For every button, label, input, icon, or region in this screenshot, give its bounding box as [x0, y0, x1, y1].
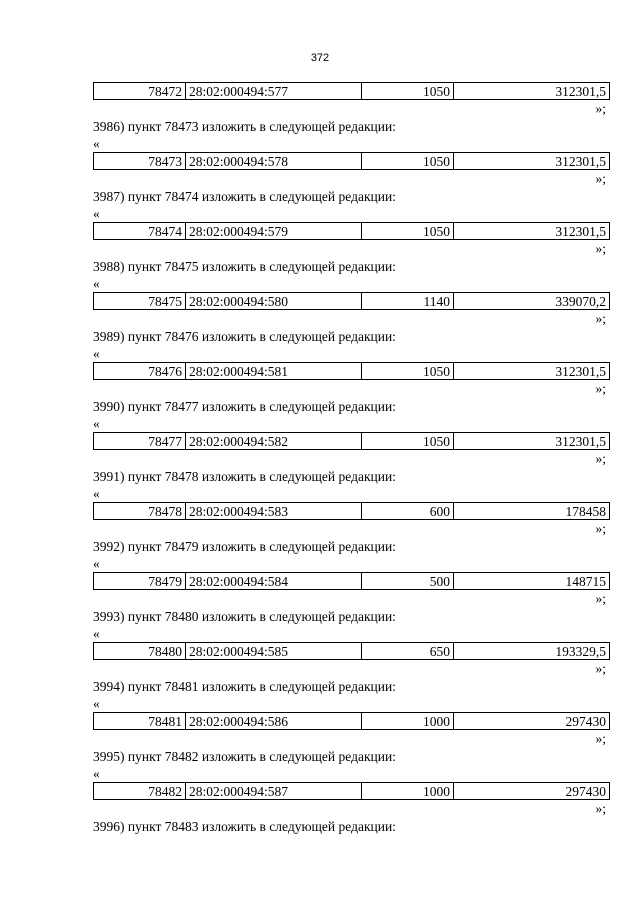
table-row [93, 292, 610, 310]
opening-quote: « [93, 136, 100, 151]
area-value: 600 [362, 503, 454, 520]
area-value: 1000 [362, 783, 454, 800]
document-body [0, 82, 640, 836]
cost-value: 297430 [454, 783, 610, 800]
cost-value: 297430 [454, 713, 610, 730]
table-row [93, 642, 610, 660]
page-number: 372 [310, 52, 330, 64]
table-row [93, 82, 610, 100]
closing-quote: »; [595, 521, 606, 536]
item-number: 78482 [94, 783, 186, 800]
cost-value: 312301,5 [454, 363, 610, 380]
cost-value: 312301,5 [454, 223, 610, 240]
table-row [93, 572, 610, 590]
item-number: 78475 [94, 293, 186, 310]
opening-quote: « [93, 346, 100, 361]
table-row [93, 782, 610, 800]
amendment-instruction: 3989) пункт 78476 изложить в следующей редакции: [93, 329, 396, 344]
table-row [93, 502, 610, 520]
area-value: 1050 [362, 83, 454, 100]
area-value: 1050 [362, 223, 454, 240]
table-row [93, 712, 610, 730]
cadastral-number: 28:02:000494:581 [186, 363, 362, 380]
amendment-instruction: 3990) пункт 78477 изложить в следующей редакции: [93, 399, 396, 414]
cadastral-number: 28:02:000494:582 [186, 433, 362, 450]
closing-quote: »; [595, 311, 606, 326]
area-value: 1140 [362, 293, 454, 310]
closing-quote: »; [595, 241, 606, 256]
item-number: 78476 [94, 363, 186, 380]
cost-value: 312301,5 [454, 153, 610, 170]
item-number: 78472 [94, 83, 186, 100]
amendment-instruction: 3987) пункт 78474 изложить в следующей редакции: [93, 189, 396, 204]
table-row [93, 152, 610, 170]
opening-quote: « [93, 696, 100, 711]
cadastral-number: 28:02:000494:584 [186, 573, 362, 590]
table-row [93, 432, 610, 450]
cadastral-number: 28:02:000494:579 [186, 223, 362, 240]
opening-quote: « [93, 206, 100, 221]
cost-value: 339070,2 [454, 293, 610, 310]
cost-value: 148715 [454, 573, 610, 590]
closing-quote: »; [595, 591, 606, 606]
amendment-list [0, 118, 640, 836]
opening-quote: « [93, 276, 100, 291]
opening-quote: « [93, 556, 100, 571]
closing-quote: »; [595, 801, 606, 816]
cadastral-number: 28:02:000494:580 [186, 293, 362, 310]
cost-value: 312301,5 [454, 433, 610, 450]
item-number: 78477 [94, 433, 186, 450]
item-number: 78479 [94, 573, 186, 590]
area-value: 500 [362, 573, 454, 590]
table-row [93, 222, 610, 240]
item-number: 78473 [94, 153, 186, 170]
closing-quote: »; [595, 451, 606, 466]
amendment-instruction: 3992) пункт 78479 изложить в следующей редакции: [93, 539, 396, 554]
item-number: 78480 [94, 643, 186, 660]
amendment-instruction: 3994) пункт 78481 изложить в следующей редакции: [93, 679, 396, 694]
closing-quote: »; [595, 731, 606, 746]
area-value: 1050 [362, 153, 454, 170]
closing-quote: »; [595, 661, 606, 676]
amendment-instruction: 3996) пункт 78483 изложить в следующей редакции: [93, 819, 396, 834]
opening-quote: « [93, 416, 100, 431]
closing-quote: »; [595, 171, 606, 186]
area-value: 1050 [362, 363, 454, 380]
amendment-instruction: 3988) пункт 78475 изложить в следующей редакции: [93, 259, 396, 274]
area-value: 650 [362, 643, 454, 660]
cost-value: 193329,5 [454, 643, 610, 660]
opening-quote: « [93, 626, 100, 641]
amendment-instruction: 3993) пункт 78480 изложить в следующей редакции: [93, 609, 396, 624]
cadastral-number: 28:02:000494:585 [186, 643, 362, 660]
item-number: 78478 [94, 503, 186, 520]
amendment-instruction: 3991) пункт 78478 изложить в следующей редакции: [93, 469, 396, 484]
cadastral-number: 28:02:000494:583 [186, 503, 362, 520]
cadastral-number: 28:02:000494:587 [186, 783, 362, 800]
closing-quote: »; [595, 381, 606, 396]
cost-value: 312301,5 [454, 83, 610, 100]
table-row [93, 362, 610, 380]
item-number: 78481 [94, 713, 186, 730]
cadastral-number: 28:02:000494:577 [186, 83, 362, 100]
cadastral-number: 28:02:000494:586 [186, 713, 362, 730]
area-value: 1050 [362, 433, 454, 450]
opening-quote: « [93, 766, 100, 781]
opening-quote: « [93, 486, 100, 501]
area-value: 1000 [362, 713, 454, 730]
amendment-instruction: 3986) пункт 78473 изложить в следующей редакции: [93, 119, 396, 134]
item-number: 78474 [94, 223, 186, 240]
cadastral-number: 28:02:000494:578 [186, 153, 362, 170]
cost-value: 178458 [454, 503, 610, 520]
closing-quote: »; [595, 101, 606, 116]
amendment-instruction: 3995) пункт 78482 изложить в следующей редакции: [93, 749, 396, 764]
